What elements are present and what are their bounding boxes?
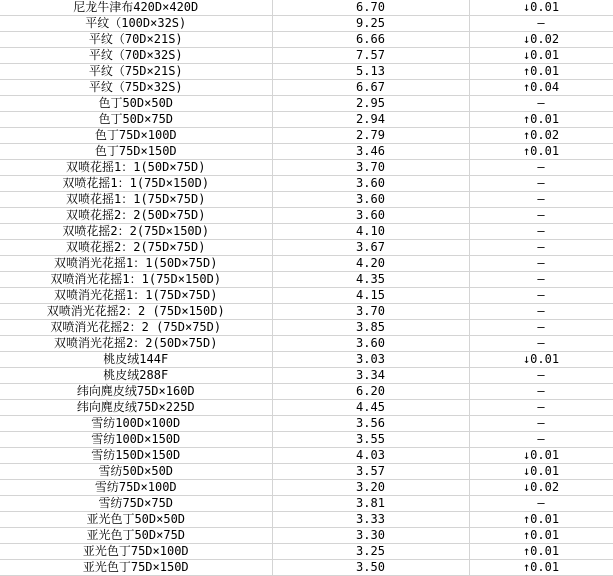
table-row	[0, 544, 613, 560]
price-change-cell: ↑0.04	[469, 80, 613, 96]
price-cell: 3.20	[272, 480, 469, 496]
product-name-cell: 双喷花摇2：2(75D×150D)	[0, 224, 272, 240]
price-change-cell: ↓0.01	[469, 464, 613, 480]
price-cell: 7.57	[272, 48, 469, 64]
product-name-cell: 双喷消光花摇1：1(50D×75D)	[0, 256, 272, 272]
table-row	[0, 128, 613, 144]
table-row	[0, 480, 613, 496]
price-cell: 6.67	[272, 80, 469, 96]
price-change-cell: —	[469, 496, 613, 512]
price-cell: 3.33	[272, 512, 469, 528]
table-row	[0, 256, 613, 272]
table-row	[0, 224, 613, 240]
table-row	[0, 0, 613, 16]
price-cell: 3.60	[272, 208, 469, 224]
price-cell: 3.60	[272, 336, 469, 352]
product-name-cell: 双喷花摇1：1(50D×75D)	[0, 160, 272, 176]
table-row	[0, 96, 613, 112]
price-cell: 3.46	[272, 144, 469, 160]
product-name-cell: 纬向麂皮绒75D×160D	[0, 384, 272, 400]
price-cell: 3.81	[272, 496, 469, 512]
product-name-cell: 亚光色丁75D×100D	[0, 544, 272, 560]
price-change-cell: —	[469, 384, 613, 400]
price-change-cell: —	[469, 224, 613, 240]
product-name-cell: 双喷消光花摇1：1(75D×150D)	[0, 272, 272, 288]
price-change-cell: ↑0.01	[469, 560, 613, 576]
price-change-cell: —	[469, 240, 613, 256]
price-cell: 9.25	[272, 16, 469, 32]
price-change-cell: —	[469, 176, 613, 192]
price-change-cell: ↑0.01	[469, 144, 613, 160]
table-row	[0, 240, 613, 256]
product-name-cell: 双喷消光花摇2：2 (75D×150D)	[0, 304, 272, 320]
price-change-cell: ↓0.01	[469, 448, 613, 464]
price-change-cell: —	[469, 272, 613, 288]
product-name-cell: 双喷消光花摇1：1(75D×75D)	[0, 288, 272, 304]
price-change-cell: —	[469, 320, 613, 336]
price-cell: 2.79	[272, 128, 469, 144]
product-name-cell: 双喷消光花摇2：2(50D×75D)	[0, 336, 272, 352]
product-name-cell: 平纹（70D×21S)	[0, 32, 272, 48]
price-change-cell: —	[469, 368, 613, 384]
price-cell: 3.85	[272, 320, 469, 336]
table-row	[0, 64, 613, 80]
price-cell: 3.30	[272, 528, 469, 544]
price-change-cell: ↑0.01	[469, 528, 613, 544]
product-name-cell: 平纹（75D×32S)	[0, 80, 272, 96]
product-name-cell: 色丁75D×100D	[0, 128, 272, 144]
product-name-cell: 色丁50D×50D	[0, 96, 272, 112]
table-row	[0, 368, 613, 384]
price-change-cell: —	[469, 96, 613, 112]
price-cell: 3.56	[272, 416, 469, 432]
table-row	[0, 272, 613, 288]
price-change-cell: ↑0.01	[469, 64, 613, 80]
product-name-cell: 尼龙牛津布420D×420D	[0, 0, 272, 16]
product-name-cell: 雪纺150D×150D	[0, 448, 272, 464]
price-cell: 4.15	[272, 288, 469, 304]
price-change-cell: —	[469, 304, 613, 320]
product-name-cell: 双喷花摇1：1(75D×150D)	[0, 176, 272, 192]
price-cell: 5.13	[272, 64, 469, 80]
price-change-cell: ↓0.01	[469, 352, 613, 368]
product-name-cell: 平纹（75D×21S)	[0, 64, 272, 80]
product-name-cell: 桃皮绒144F	[0, 352, 272, 368]
price-change-cell: ↓0.01	[469, 0, 613, 16]
price-cell: 3.70	[272, 160, 469, 176]
table-row	[0, 320, 613, 336]
price-change-cell: ↓0.01	[469, 48, 613, 64]
product-name-cell: 雪纺100D×100D	[0, 416, 272, 432]
price-change-cell: ↑0.02	[469, 128, 613, 144]
price-cell: 3.03	[272, 352, 469, 368]
product-name-cell: 亚光色丁50D×75D	[0, 528, 272, 544]
table-row	[0, 112, 613, 128]
price-cell: 3.57	[272, 464, 469, 480]
product-name-cell: 双喷花摇1：1(75D×75D)	[0, 192, 272, 208]
table-row	[0, 416, 613, 432]
price-change-cell: —	[469, 256, 613, 272]
table-row	[0, 16, 613, 32]
price-change-cell: —	[469, 288, 613, 304]
table-row	[0, 48, 613, 64]
price-cell: 4.35	[272, 272, 469, 288]
table-row	[0, 208, 613, 224]
product-name-cell: 亚光色丁50D×50D	[0, 512, 272, 528]
price-cell: 3.60	[272, 176, 469, 192]
price-change-cell: —	[469, 192, 613, 208]
price-change-cell: —	[469, 400, 613, 416]
price-change-cell: —	[469, 336, 613, 352]
product-name-cell: 色丁50D×75D	[0, 112, 272, 128]
table-row	[0, 352, 613, 368]
price-change-cell: —	[469, 160, 613, 176]
table-row	[0, 432, 613, 448]
table-row	[0, 464, 613, 480]
table-row	[0, 192, 613, 208]
price-cell: 3.70	[272, 304, 469, 320]
table-row	[0, 304, 613, 320]
table-row	[0, 80, 613, 96]
product-name-cell: 双喷花摇2：2(75D×75D)	[0, 240, 272, 256]
product-name-cell: 双喷消光花摇2：2 (75D×75D)	[0, 320, 272, 336]
table-row	[0, 144, 613, 160]
table-row	[0, 160, 613, 176]
table-row	[0, 176, 613, 192]
table-row	[0, 448, 613, 464]
price-change-cell: —	[469, 432, 613, 448]
price-change-cell: —	[469, 208, 613, 224]
product-name-cell: 雪纺75D×100D	[0, 480, 272, 496]
price-cell: 6.70	[272, 0, 469, 16]
product-name-cell: 纬向麂皮绒75D×225D	[0, 400, 272, 416]
price-cell: 3.34	[272, 368, 469, 384]
price-cell: 3.67	[272, 240, 469, 256]
product-name-cell: 色丁75D×150D	[0, 144, 272, 160]
price-cell: 6.66	[272, 32, 469, 48]
product-name-cell: 桃皮绒288F	[0, 368, 272, 384]
table-row	[0, 288, 613, 304]
table-row	[0, 528, 613, 544]
price-change-cell: ↓0.02	[469, 32, 613, 48]
table-row	[0, 496, 613, 512]
price-cell: 6.20	[272, 384, 469, 400]
product-name-cell: 平纹（70D×32S)	[0, 48, 272, 64]
table-row	[0, 400, 613, 416]
price-cell: 3.55	[272, 432, 469, 448]
price-change-cell: ↑0.01	[469, 112, 613, 128]
product-name-cell: 雪纺100D×150D	[0, 432, 272, 448]
table-row	[0, 560, 613, 576]
price-change-cell: ↑0.01	[469, 544, 613, 560]
table-row	[0, 336, 613, 352]
price-change-cell: ↑0.01	[469, 512, 613, 528]
product-name-cell: 亚光色丁75D×150D	[0, 560, 272, 576]
product-name-cell: 雪纺75D×75D	[0, 496, 272, 512]
price-cell: 2.95	[272, 96, 469, 112]
price-cell: 2.94	[272, 112, 469, 128]
table-row	[0, 32, 613, 48]
table-row	[0, 512, 613, 528]
price-change-cell: —	[469, 416, 613, 432]
table-row	[0, 384, 613, 400]
price-change-cell: —	[469, 16, 613, 32]
price-cell: 4.45	[272, 400, 469, 416]
price-cell: 4.10	[272, 224, 469, 240]
product-name-cell: 平纹（100D×32S)	[0, 16, 272, 32]
price-cell: 3.50	[272, 560, 469, 576]
product-name-cell: 双喷花摇2：2(50D×75D)	[0, 208, 272, 224]
price-cell: 3.25	[272, 544, 469, 560]
price-cell: 3.60	[272, 192, 469, 208]
price-cell: 4.03	[272, 448, 469, 464]
price-change-cell: ↓0.02	[469, 480, 613, 496]
product-name-cell: 雪纺50D×50D	[0, 464, 272, 480]
price-cell: 4.20	[272, 256, 469, 272]
